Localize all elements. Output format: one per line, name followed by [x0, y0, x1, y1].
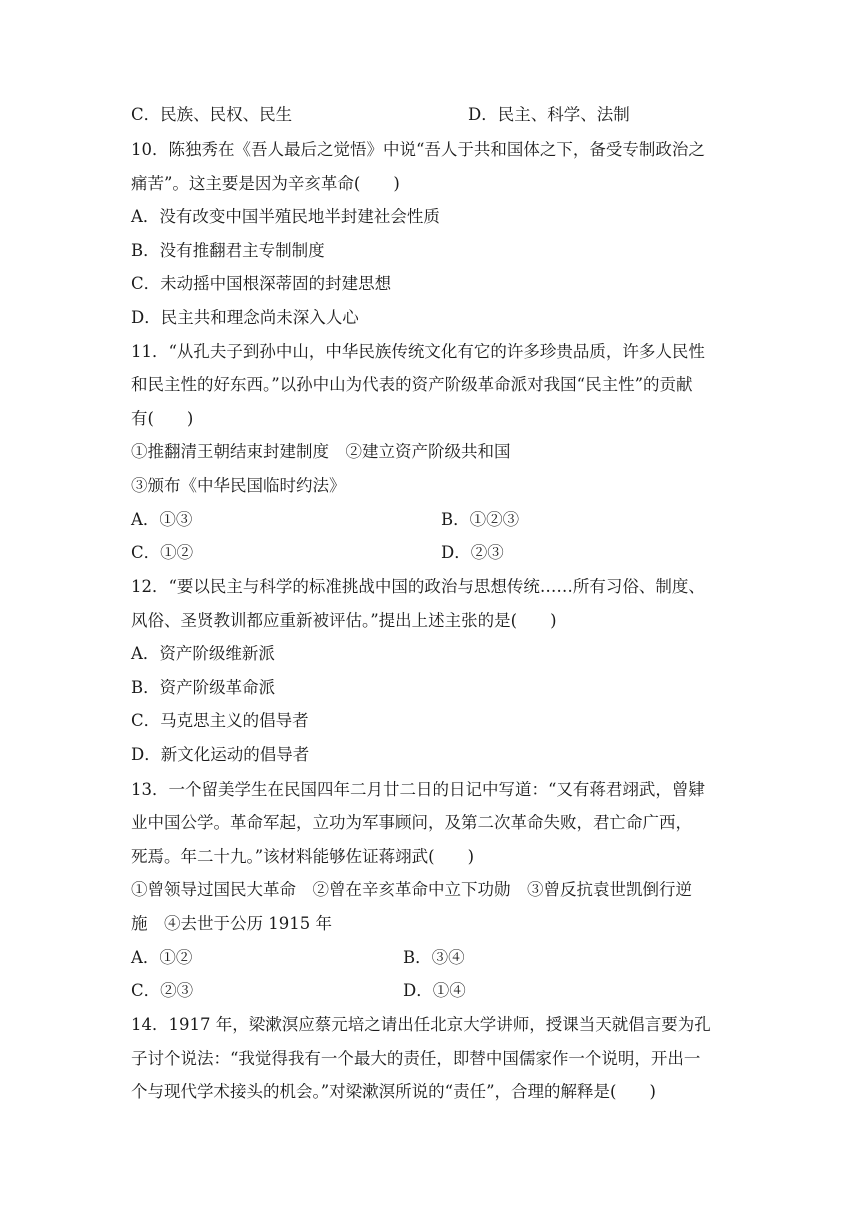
q12-stem-line-1: 12．“要以民主与科学的标准挑战中国的政治与思想传统……所有习俗、制度、	[131, 577, 705, 596]
q13-options-ab	[131, 948, 731, 968]
q10-option-d: D．民主共和理念尚未深入人心	[131, 308, 359, 327]
q14-stem-line-2: 子讨个说法：“我觉得我有一个最大的责任，即替中国儒家作一个说明，开出一	[131, 1049, 701, 1068]
q11-options-ab	[131, 510, 731, 530]
q11-option-c: C．①②	[131, 543, 194, 562]
q11-stem-line-1: 11．“从孔夫子到孙中山，中华民族传统文化有它的许多珍贵品质，许多人民性	[131, 342, 705, 361]
q11-item-line-2: ③颁布《中华民国临时约法》	[131, 476, 346, 495]
q11-item-line-1: ①推翻清王朝结束封建制度 ②建立资产阶级共和国	[131, 442, 511, 461]
q12-option-c: C．马克思主义的倡导者	[131, 711, 309, 730]
q12-option-a: A．资产阶级维新派	[131, 644, 275, 663]
q13-stem-line-3: 死焉。年二十九。”该材料能够佐证蒋翊武( )	[131, 847, 475, 866]
q13-option-a: A．①②	[131, 948, 193, 967]
q14-stem-line-3: 个与现代学术接头的机会。”对梁漱溟所说的“责任”，合理的解释是( )	[131, 1082, 656, 1101]
q12-stem-line-2: 风俗、圣贤教训都应重新被评估。”提出上述主张的是( )	[131, 611, 557, 630]
q12-option-b: B．资产阶级革命派	[131, 678, 276, 697]
q10-option-a: A．没有改变中国半殖民地半封建社会性质	[131, 207, 440, 226]
q13-stem-line-2: 业中国公学。革命军起，立功为军事顾问，及第二次革命失败，君亡命广西，	[131, 813, 692, 832]
q13-stem-line-1: 13．一个留美学生在民国四年二月廿二日的日记中写道：“又有蒋君翊武，曾肄	[131, 780, 705, 799]
q11-option-b: B．①②③	[441, 510, 520, 529]
q13-item-line-2: 施 ④去世于公历 1915 年	[131, 914, 332, 933]
q10-stem-line-1: 10．陈独秀在《吾人最后之觉悟》中说“吾人于共和国体之下，备受专制政治之	[131, 140, 705, 159]
q10-stem-line-2: 痛苦”。这主要是因为辛亥革命( )	[131, 174, 400, 193]
q9-option-c: C．民族、民权、民生	[131, 105, 293, 124]
q10-option-b: B．没有推翻君主专制制度	[131, 241, 325, 260]
q13-item-line-1: ①曾领导过国民大革命 ②曾在辛亥革命中立下功勋 ③曾反抗袁世凯倒行逆	[131, 880, 692, 899]
q13-option-d: D．①④	[403, 981, 466, 1000]
q13-option-b: B．③④	[403, 948, 465, 967]
q9-option-d: D．民主、科学、法制	[468, 105, 630, 124]
q13-option-c: C．②③	[131, 981, 194, 1000]
q11-option-d: D．②③	[441, 543, 504, 562]
q10-option-c: C．未动摇中国根深蒂固的封建思想	[131, 274, 392, 293]
q11-options-cd	[131, 543, 731, 563]
q11-option-a: A．①③	[131, 510, 193, 529]
q9-options-cd	[131, 105, 731, 125]
q14-stem-line-1: 14．1917 年，梁漱溟应蔡元培之请出任北京大学讲师，授课当天就倡言要为孔	[131, 1015, 711, 1034]
q13-options-cd	[131, 981, 731, 1001]
q11-stem-line-2: 和民主性的好东西。”以孙中山为代表的资产阶级革命派对我国“民主性”的贡献	[131, 375, 693, 394]
q12-option-d: D．新文化运动的倡导者	[131, 745, 310, 764]
q11-stem-line-3: 有( )	[131, 409, 194, 428]
